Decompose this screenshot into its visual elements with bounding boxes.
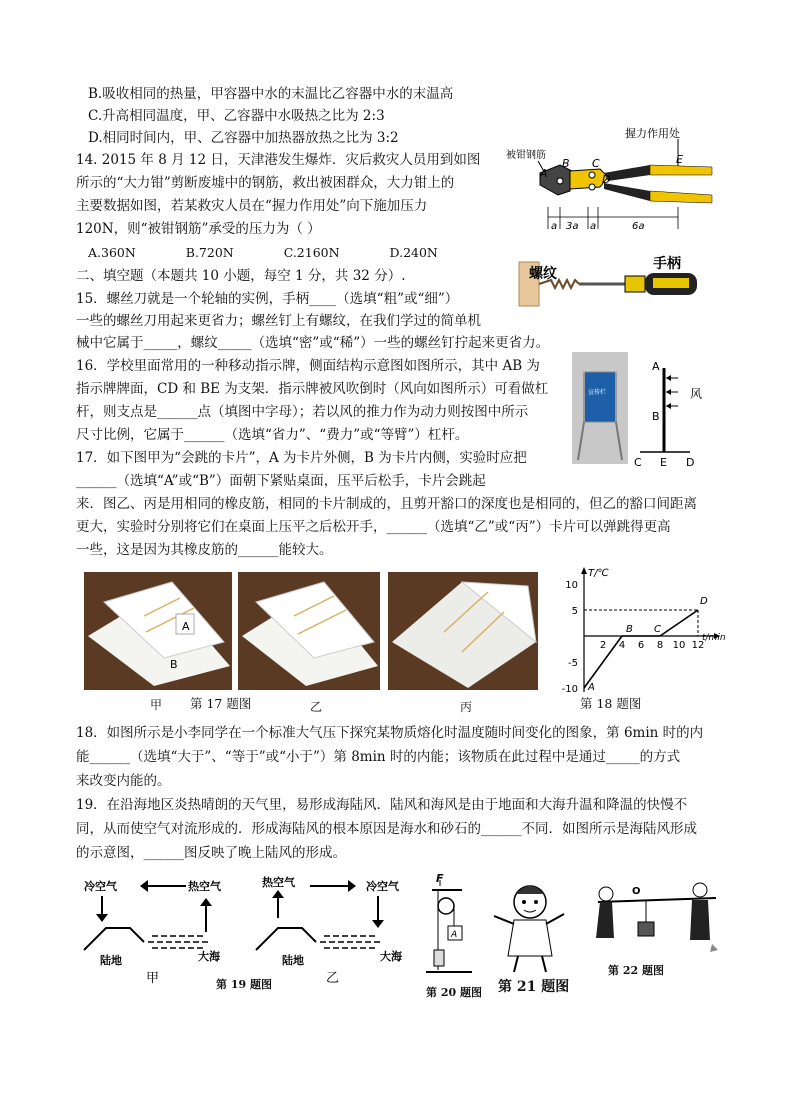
q15-line-3: 械中它属于_____，螺纹_____（选填“密”或“稀”）一些的螺丝钉拧起来更省力。: [76, 335, 550, 351]
point-d: D: [602, 173, 611, 186]
dim-6a: 6a: [632, 221, 645, 232]
q14-line-1: 14. 2015 年 8 月 12 日，天津港发生爆炸．灾后救灾人员用到如图: [76, 152, 481, 168]
q15-line-1: 15．螺丝刀就是一个轮轴的实例，手柄____（选填“粗”或“细”）: [76, 291, 459, 307]
q14-options: [88, 243, 438, 263]
photo-label-jia: 甲: [150, 698, 163, 712]
q15-line-2: 一些的螺丝刀用起来更省力；螺丝钉上有螺纹，在我们学过的简单机: [76, 313, 481, 329]
pulley-figure: [422, 870, 478, 982]
force-label: 握力作用处: [625, 127, 680, 140]
carrying-pole-figure: [592, 878, 720, 962]
q17-line-2: ______（选填“A”或“B”）面朝下紧贴桌面，压平后松手，卡片会跳起: [76, 473, 486, 489]
q14-option-c: C.2160N: [283, 245, 340, 260]
photo-label-bing: 丙: [460, 700, 473, 714]
photo-label-yi: 乙: [310, 700, 323, 714]
card-label-a: A: [182, 620, 190, 633]
data-point-label: C: [654, 624, 661, 635]
x-tick-label: 6: [637, 640, 645, 651]
dim-a1: a: [551, 221, 558, 232]
jia-sea: 大海: [198, 950, 220, 963]
x-tick-label: 2: [599, 640, 607, 651]
jia-hot-air: 热空气: [188, 880, 221, 893]
block-a-label: A: [451, 930, 458, 940]
point-a: A: [540, 167, 548, 180]
q22-caption: 第 22 题图: [608, 964, 664, 977]
y-axis-arrow: [581, 567, 587, 574]
card-photo-bing: [388, 572, 538, 690]
q14-line-4: 120N，则“被钳钢筋”承受的压力为（ ）: [76, 221, 321, 237]
q17-line-5: 一些，这是因为其橡皮筋的______能较大。: [76, 542, 333, 558]
force-f-label: F: [436, 872, 444, 885]
y-tick-label: 10: [565, 580, 578, 591]
data-point-label: D: [700, 596, 708, 607]
q17-line-3: 来．图乙、丙是用相同的橡皮筋，相同的卡片制成的，且剪开豁口的深度也是相同的，但乙的豁口间距离: [76, 496, 697, 512]
wind-label: 风: [690, 387, 703, 401]
q14-option-d: D.240N: [389, 245, 438, 260]
dim-3a: 3a: [566, 221, 579, 232]
q16-line-1: 16．学校里面常用的一种移动指示牌，侧面结构示意图如图所示，其中 AB 为: [76, 358, 540, 374]
q18-line-3: 来改变内能的。: [76, 773, 171, 789]
q19-line-2: 同，从而使空气对流形成的．形成海陆风的根本原因是海水和砂石的______不同．如图所示是海陆风形成: [76, 821, 697, 837]
yi-sea: 大海: [380, 950, 402, 963]
signboard-photo: [572, 352, 628, 464]
x-tick-label: 12: [691, 640, 705, 651]
sea-land-breeze-figure: [80, 872, 420, 992]
q13-option-b: B.吸收相同的热量，甲容器中水的末温比乙容器中水的末温高: [88, 86, 454, 102]
melting-chart: [548, 564, 726, 695]
y-axis-label: T/℃: [588, 568, 609, 579]
q17-line-1: 17．如下图甲为“会跳的卡片”，A 为卡片外侧，B 为卡片内侧，实验时应把: [76, 450, 527, 466]
q20-caption: 第 20 题图: [426, 986, 482, 999]
q13-option-c: C.升高相同温度，甲、乙容器中水吸热之比为 2:3: [88, 108, 385, 124]
data-point-label: A: [588, 682, 595, 693]
point-c: C: [592, 157, 600, 170]
q14-option-a: A.360N: [88, 245, 136, 260]
q13-option-d: D.相同时间内，甲、乙容器中加热器放热之比为 3:2: [88, 130, 399, 146]
q19-line-1: 19．在沿海地区炎热晴朗的天气里，易形成海陆风．陆风和海风是由于地面和大海升温和降温的快慢不: [76, 797, 688, 813]
q19-caption: 第 19 题图: [216, 978, 272, 991]
card-photo-jia: [84, 572, 232, 690]
card-photo-yi: [238, 572, 380, 690]
jia-land: 陆地: [100, 954, 122, 967]
signboard-diagram: [630, 356, 710, 468]
screwdriver-figure: [515, 254, 715, 312]
card-label-b: B: [170, 658, 178, 671]
dim-a2: a: [590, 221, 597, 232]
x-tick-label: 10: [672, 640, 686, 651]
jia-label: 甲: [146, 971, 160, 986]
q16-line-2: 指示牌牌面，CD 和 BE 为支架．指示牌被风吹倒时（风向如图所示）可看做杠: [76, 381, 549, 397]
q14-option-b: B.720N: [185, 245, 234, 260]
q17-caption: 第 17 题图: [190, 696, 252, 711]
series-segment: [660, 610, 698, 636]
q17-line-4: 更大，实验时分别将它们在桌面上压平之后松开手，______（选填“乙”或“丙”）卡片可以弹跳得更高: [76, 519, 671, 535]
q21-caption: 第 21 题图: [498, 979, 570, 995]
cartoon-q21: [488, 876, 568, 974]
diagram-point-d: D: [686, 456, 695, 469]
yi-hot-air: 热空气: [262, 876, 295, 889]
q18-caption: 第 18 题图: [580, 696, 642, 711]
data-point-label: B: [626, 624, 633, 635]
yi-land: 陆地: [282, 954, 304, 967]
y-tick-label: 5: [571, 606, 578, 617]
q18-line-1: 18．如图所示是小李同学在一个标准大气压下探究某物质熔化时温度随时间变化的图象，第 6min 时的内: [76, 725, 704, 741]
point-b: B: [562, 157, 570, 170]
chart-layer: [562, 567, 726, 695]
yi-cold-air: 冷空气: [366, 880, 399, 893]
y-tick-label: -10: [561, 684, 578, 695]
x-axis-label: t/min: [702, 633, 726, 643]
rebar-label: 被钳钢筋: [506, 150, 546, 161]
section-2-heading: 二、填空题（本题共 10 小题，每空 1 分，共 32 分）.: [76, 268, 406, 284]
jia-cold-air: 冷空气: [84, 880, 117, 893]
q19-line-3: 的示意图，______图反映了晚上陆风的形成。: [76, 845, 346, 861]
yi-label: 乙: [326, 971, 340, 986]
y-tick-label: -5: [568, 658, 578, 669]
diagram-point-c: C: [634, 456, 642, 469]
q16-line-3: 杆，则支点是______点（填图中字母）；若以风的推力作为动力则按图中所示: [76, 404, 529, 420]
q18-line-2: 能______（选填“大于”、“等于”或“小于”）第 8min 时的内能；该物质在此过程中是通过_____的方式: [76, 749, 681, 765]
handle-label: 手柄: [653, 256, 681, 272]
q16-line-4: 尺寸比例，它属于______（选填“省力”、“费力”或“等臂”）杠杆。: [76, 427, 469, 443]
x-tick-label: 8: [656, 640, 664, 651]
thread-label: 螺纹: [529, 266, 557, 282]
diagram-point-a: A: [652, 360, 660, 373]
q14-line-2: 所示的“大力钳”剪断废墟中的钢筋，救出被困群众，大力钳上的: [76, 175, 455, 191]
diagram-point-b: B: [652, 410, 660, 423]
pivot-o-label: O: [632, 886, 641, 897]
diagram-point-e: E: [660, 456, 667, 469]
point-e: E: [676, 153, 683, 166]
sign-text: 宣传栏: [588, 389, 607, 396]
q14-line-3: 主要数据如图，若某救灾人员在“握力作用处”向下施加压力: [76, 198, 428, 214]
pliers-figure: [500, 125, 720, 235]
x-tick-label: 4: [618, 640, 626, 651]
